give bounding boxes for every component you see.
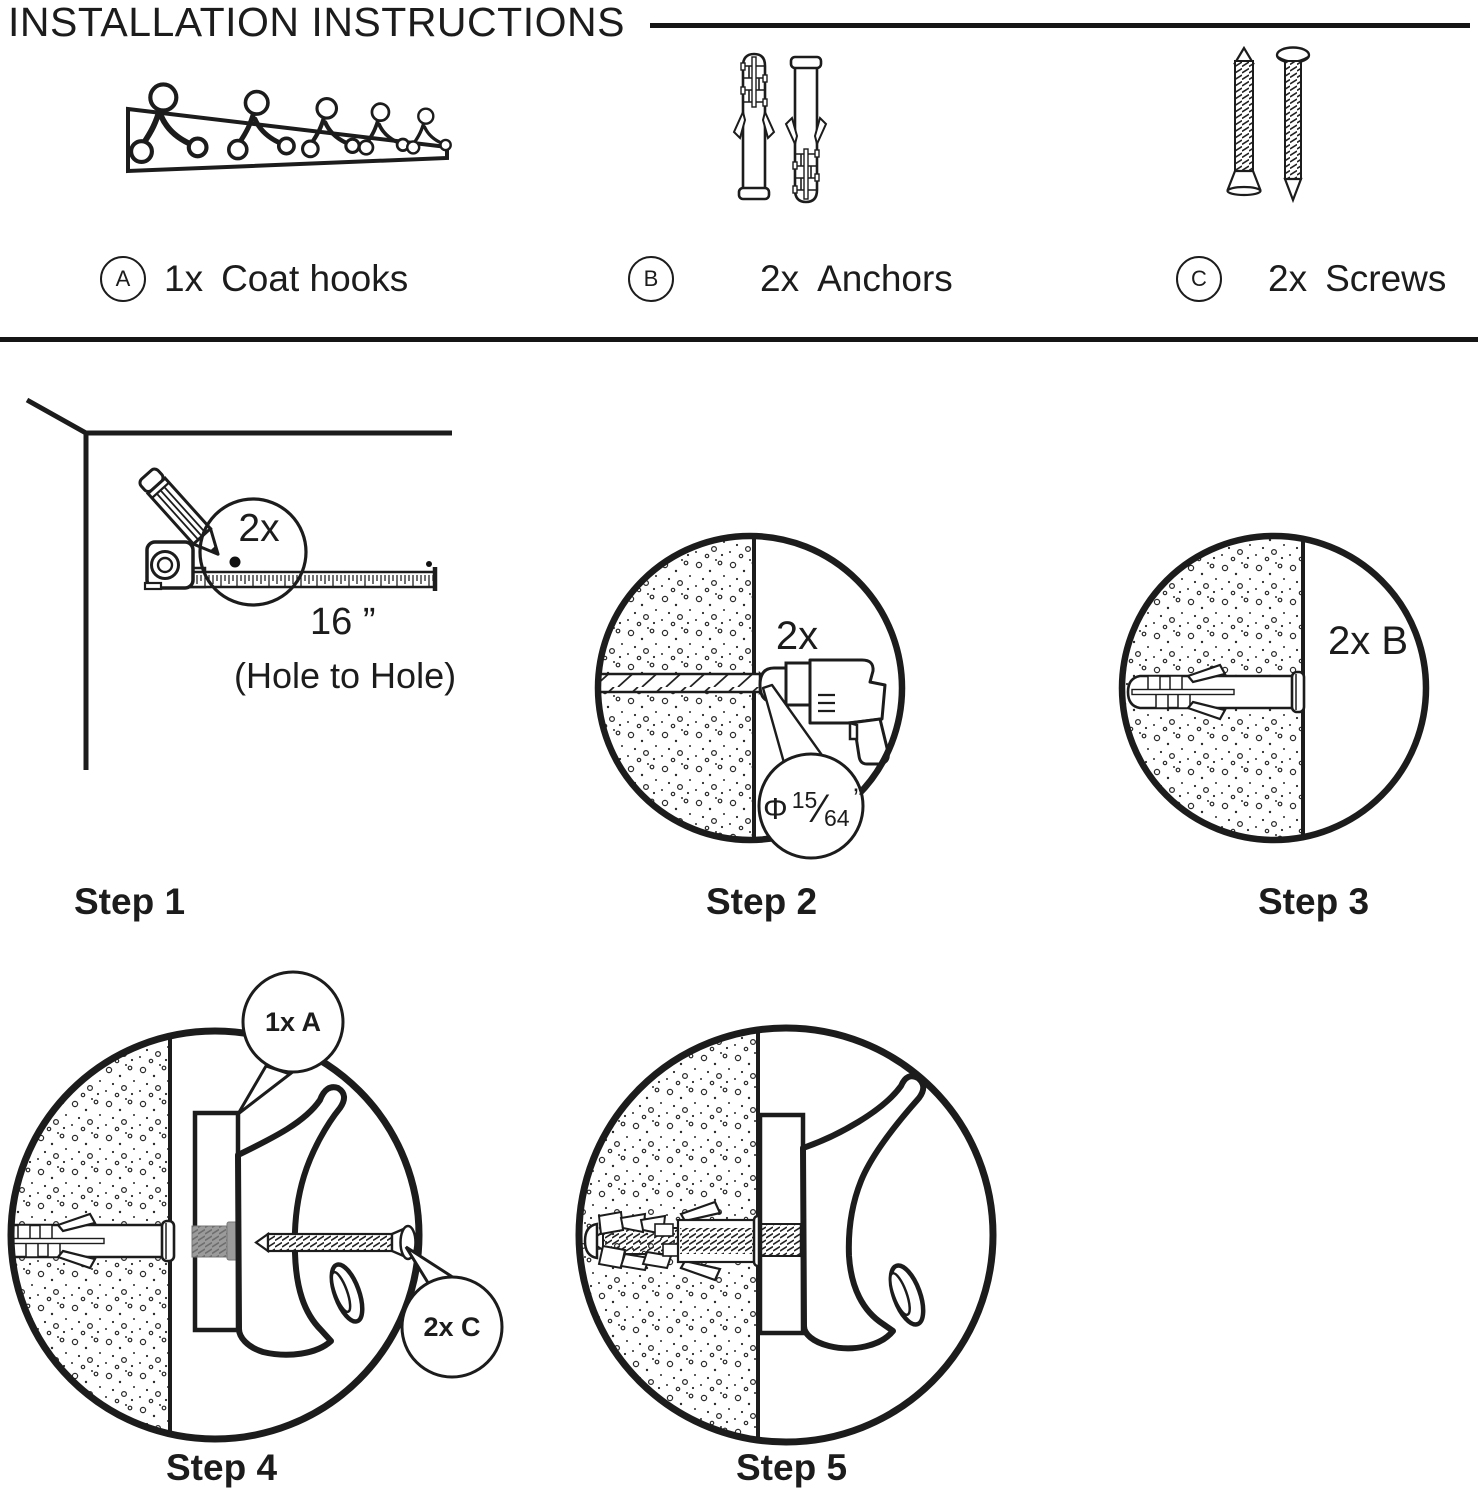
section-divider [0, 337, 1478, 342]
screw-callout-label: 2x C [423, 1312, 481, 1342]
part-b-badge: B [628, 256, 674, 302]
drill-count-label: 2x [775, 614, 819, 658]
part-c-badge: C [1176, 256, 1222, 302]
hole-distance-label: 16 ” [310, 601, 376, 643]
hook-callout-pointer [238, 1066, 290, 1114]
step-5-label: Step 5 [736, 1447, 848, 1488]
mark-count-label: 2x [238, 507, 280, 550]
step-1-label: Step 1 [74, 881, 186, 922]
anchors-icon [730, 48, 838, 218]
part-b-label [628, 256, 953, 302]
screw-through-board [192, 1222, 241, 1260]
step-3-diagram [1118, 528, 1443, 858]
step-2-diagram [592, 525, 927, 870]
step-1-diagram [15, 395, 460, 785]
part-c-name: Screws [1325, 258, 1447, 299]
drill-hole-mark-2 [426, 561, 432, 567]
step-5-diagram [563, 1018, 1015, 1458]
hook-callout-label: 1x A [264, 1007, 322, 1037]
part-c-label [1176, 256, 1446, 302]
part-b-name: Anchors [817, 258, 953, 299]
coat-hook-icon [238, 1087, 369, 1355]
coat-hook-icon [803, 1076, 930, 1348]
part-a-label [100, 256, 408, 302]
part-a-qty: 1x [164, 258, 204, 299]
anchor-count-label: 2x B [1327, 619, 1409, 663]
drill-hole-mark [230, 557, 241, 568]
drill-diameter-label: Φ 15 ⁄ 64 ” [763, 782, 863, 831]
part-c-qty: 2x [1268, 258, 1308, 299]
screws-icon [1226, 44, 1318, 212]
screw-tip-up [1228, 48, 1261, 195]
part-a-name: Coat hooks [221, 258, 409, 299]
drill-bit [594, 674, 768, 692]
step-4-label: Step 4 [166, 1447, 278, 1488]
page-title: INSTALLATION INSTRUCTIONS [8, 0, 625, 45]
part-a-badge: A [100, 256, 146, 302]
screw-head-up [1277, 48, 1309, 201]
tape-measure-icon [145, 542, 435, 591]
hole-distance-note: (Hole to Hole) [234, 655, 457, 696]
step-3-label: Step 3 [1258, 881, 1370, 922]
diameter-symbol: Φ [763, 791, 788, 826]
step-4-diagram [2, 962, 514, 1494]
coat-hook-rack-icon [115, 82, 465, 262]
part-b-qty: 2x [760, 258, 800, 299]
title-rule [650, 23, 1470, 28]
step-2-label: Step 2 [706, 881, 818, 922]
